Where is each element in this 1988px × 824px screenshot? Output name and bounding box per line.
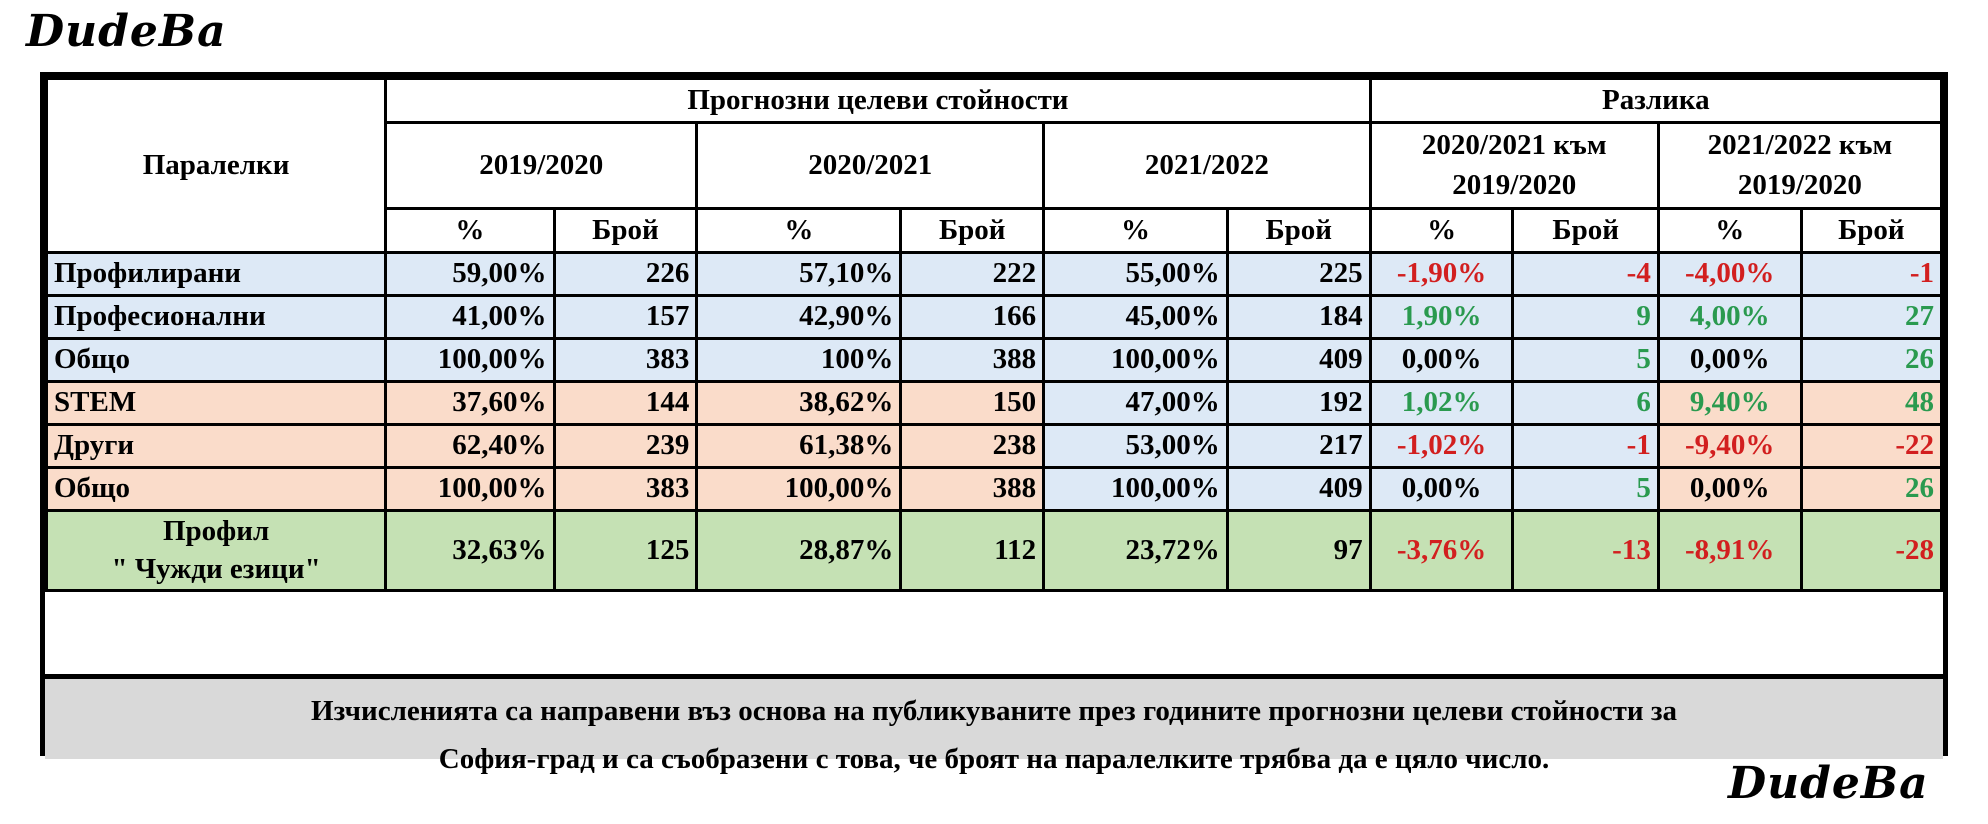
header-diff-2-line2: 2019/2020 bbox=[1737, 169, 1862, 202]
header-diff: Разлика bbox=[1370, 79, 1941, 123]
cell-diff: -4 bbox=[1513, 252, 1658, 295]
cell-value: 383 bbox=[554, 467, 697, 510]
cell-value: 225 bbox=[1227, 252, 1370, 295]
footnote-line2: София-град и са съобразени с това, че броят на паралелките трябва да е цяло число. bbox=[438, 743, 1550, 775]
row-label-line1: Профил bbox=[162, 515, 270, 548]
cell-value: 59,00% bbox=[386, 252, 554, 295]
row-label bbox=[47, 510, 386, 590]
cell-value: 217 bbox=[1227, 424, 1370, 467]
table-row bbox=[47, 295, 1942, 338]
cell-value: 222 bbox=[901, 252, 1044, 295]
cell-value: 383 bbox=[554, 338, 697, 381]
logo-top: DudeBa bbox=[26, 6, 227, 57]
cell-diff: 4,00% bbox=[1658, 295, 1801, 338]
row-label: Общо bbox=[47, 338, 386, 381]
cell-diff: 5 bbox=[1513, 338, 1658, 381]
cell-diff: 6 bbox=[1513, 381, 1658, 424]
cell-value: 41,00% bbox=[386, 295, 554, 338]
cell-value: 125 bbox=[554, 510, 697, 590]
header-diff-1-line2: 2019/2020 bbox=[1452, 169, 1577, 202]
cell-diff: 9 bbox=[1513, 295, 1658, 338]
header-diff-1 bbox=[1370, 122, 1658, 208]
subheader-pct: % bbox=[1658, 208, 1801, 252]
cell-value: 409 bbox=[1227, 338, 1370, 381]
cell-diff: 0,00% bbox=[1658, 467, 1801, 510]
subheader-pct: % bbox=[1370, 208, 1513, 252]
table-row bbox=[47, 381, 1942, 424]
cell-value: 100% bbox=[697, 338, 901, 381]
header-diff-2-line1: 2021/2022 към bbox=[1707, 128, 1893, 161]
cell-diff: 48 bbox=[1801, 381, 1941, 424]
cell-diff: -22 bbox=[1801, 424, 1941, 467]
logo-bottom: DudeBa bbox=[1728, 758, 1929, 809]
subheader-count: Брой bbox=[1227, 208, 1370, 252]
cell-value: 61,38% bbox=[697, 424, 901, 467]
row-label: Други bbox=[47, 424, 386, 467]
row-label: Общо bbox=[47, 467, 386, 510]
cell-value: 100,00% bbox=[697, 467, 901, 510]
cell-value: 100,00% bbox=[386, 467, 554, 510]
header-diff-1-line1: 2020/2021 към bbox=[1421, 128, 1607, 161]
row-label-line2: " Чужди езици" bbox=[111, 553, 321, 586]
cell-diff: 0,00% bbox=[1370, 338, 1513, 381]
cell-diff: -1 bbox=[1513, 424, 1658, 467]
row-label: STEM bbox=[47, 381, 386, 424]
cell-value: 62,40% bbox=[386, 424, 554, 467]
footnote-line1: Изчисленията са направени въз основа на публикуваните през годините прогнозни целеви стойности за bbox=[311, 695, 1677, 727]
header-year-2: 2020/2021 bbox=[697, 122, 1044, 208]
table-row bbox=[47, 338, 1942, 381]
cell-value: 45,00% bbox=[1044, 295, 1228, 338]
subheader-count: Брой bbox=[901, 208, 1044, 252]
cell-value: 157 bbox=[554, 295, 697, 338]
header-forecast: Прогнозни целеви стойности bbox=[386, 79, 1370, 123]
row-label: Професионални bbox=[47, 295, 386, 338]
cell-value: 38,62% bbox=[697, 381, 901, 424]
cell-diff: 1,90% bbox=[1370, 295, 1513, 338]
cell-value: 112 bbox=[901, 510, 1044, 590]
cell-value: 388 bbox=[901, 467, 1044, 510]
cell-value: 388 bbox=[901, 338, 1044, 381]
cell-value: 144 bbox=[554, 381, 697, 424]
cell-diff: 0,00% bbox=[1658, 338, 1801, 381]
header-year-1: 2019/2020 bbox=[386, 122, 697, 208]
row-label: Профилирани bbox=[47, 252, 386, 295]
cell-value: 226 bbox=[554, 252, 697, 295]
cell-value: 28,87% bbox=[697, 510, 901, 590]
cell-diff: -4,00% bbox=[1658, 252, 1801, 295]
cell-value: 239 bbox=[554, 424, 697, 467]
table-row bbox=[47, 252, 1942, 295]
cell-value: 32,63% bbox=[386, 510, 554, 590]
header-year-3: 2021/2022 bbox=[1044, 122, 1370, 208]
cell-diff: -1 bbox=[1801, 252, 1941, 295]
cell-value: 166 bbox=[901, 295, 1044, 338]
forecast-table bbox=[45, 77, 1943, 592]
table-row bbox=[47, 424, 1942, 467]
cell-value: 150 bbox=[901, 381, 1044, 424]
cell-diff: 9,40% bbox=[1658, 381, 1801, 424]
cell-value: 57,10% bbox=[697, 252, 901, 295]
table-frame bbox=[40, 72, 1948, 775]
subheader-count: Брой bbox=[1513, 208, 1658, 252]
subheader-pct: % bbox=[1044, 208, 1228, 252]
cell-diff: 1,02% bbox=[1370, 381, 1513, 424]
cell-diff: -8,91% bbox=[1658, 510, 1801, 590]
cell-value: 409 bbox=[1227, 467, 1370, 510]
cell-value: 53,00% bbox=[1044, 424, 1228, 467]
cell-diff: 27 bbox=[1801, 295, 1941, 338]
cell-value: 37,60% bbox=[386, 381, 554, 424]
cell-value: 100,00% bbox=[1044, 467, 1228, 510]
cell-value: 55,00% bbox=[1044, 252, 1228, 295]
cell-diff: -1,90% bbox=[1370, 252, 1513, 295]
cell-diff: 26 bbox=[1801, 338, 1941, 381]
cell-diff: -3,76% bbox=[1370, 510, 1513, 590]
cell-value: 97 bbox=[1227, 510, 1370, 590]
cell-value: 100,00% bbox=[386, 338, 554, 381]
subheader-pct: % bbox=[386, 208, 554, 252]
cell-value: 184 bbox=[1227, 295, 1370, 338]
cell-value: 42,90% bbox=[697, 295, 901, 338]
cell-diff: -13 bbox=[1513, 510, 1658, 590]
cell-value: 23,72% bbox=[1044, 510, 1228, 590]
footnote bbox=[45, 679, 1943, 775]
subheader-count: Брой bbox=[554, 208, 697, 252]
cell-diff: -9,40% bbox=[1658, 424, 1801, 467]
cell-value: 100,00% bbox=[1044, 338, 1228, 381]
header-rowlabel: Паралелки bbox=[47, 79, 386, 253]
table-row bbox=[47, 510, 1942, 590]
cell-diff: -1,02% bbox=[1370, 424, 1513, 467]
cell-value: 47,00% bbox=[1044, 381, 1228, 424]
subheader-pct: % bbox=[697, 208, 901, 252]
cell-diff: 0,00% bbox=[1370, 467, 1513, 510]
cell-diff: 5 bbox=[1513, 467, 1658, 510]
cell-diff: 26 bbox=[1801, 467, 1941, 510]
cell-diff: -28 bbox=[1801, 510, 1941, 590]
cell-value: 192 bbox=[1227, 381, 1370, 424]
blank-row bbox=[45, 639, 1943, 679]
header-diff-2 bbox=[1658, 122, 1941, 208]
cell-value: 238 bbox=[901, 424, 1044, 467]
table-row bbox=[47, 467, 1942, 510]
subheader-count: Брой bbox=[1801, 208, 1941, 252]
